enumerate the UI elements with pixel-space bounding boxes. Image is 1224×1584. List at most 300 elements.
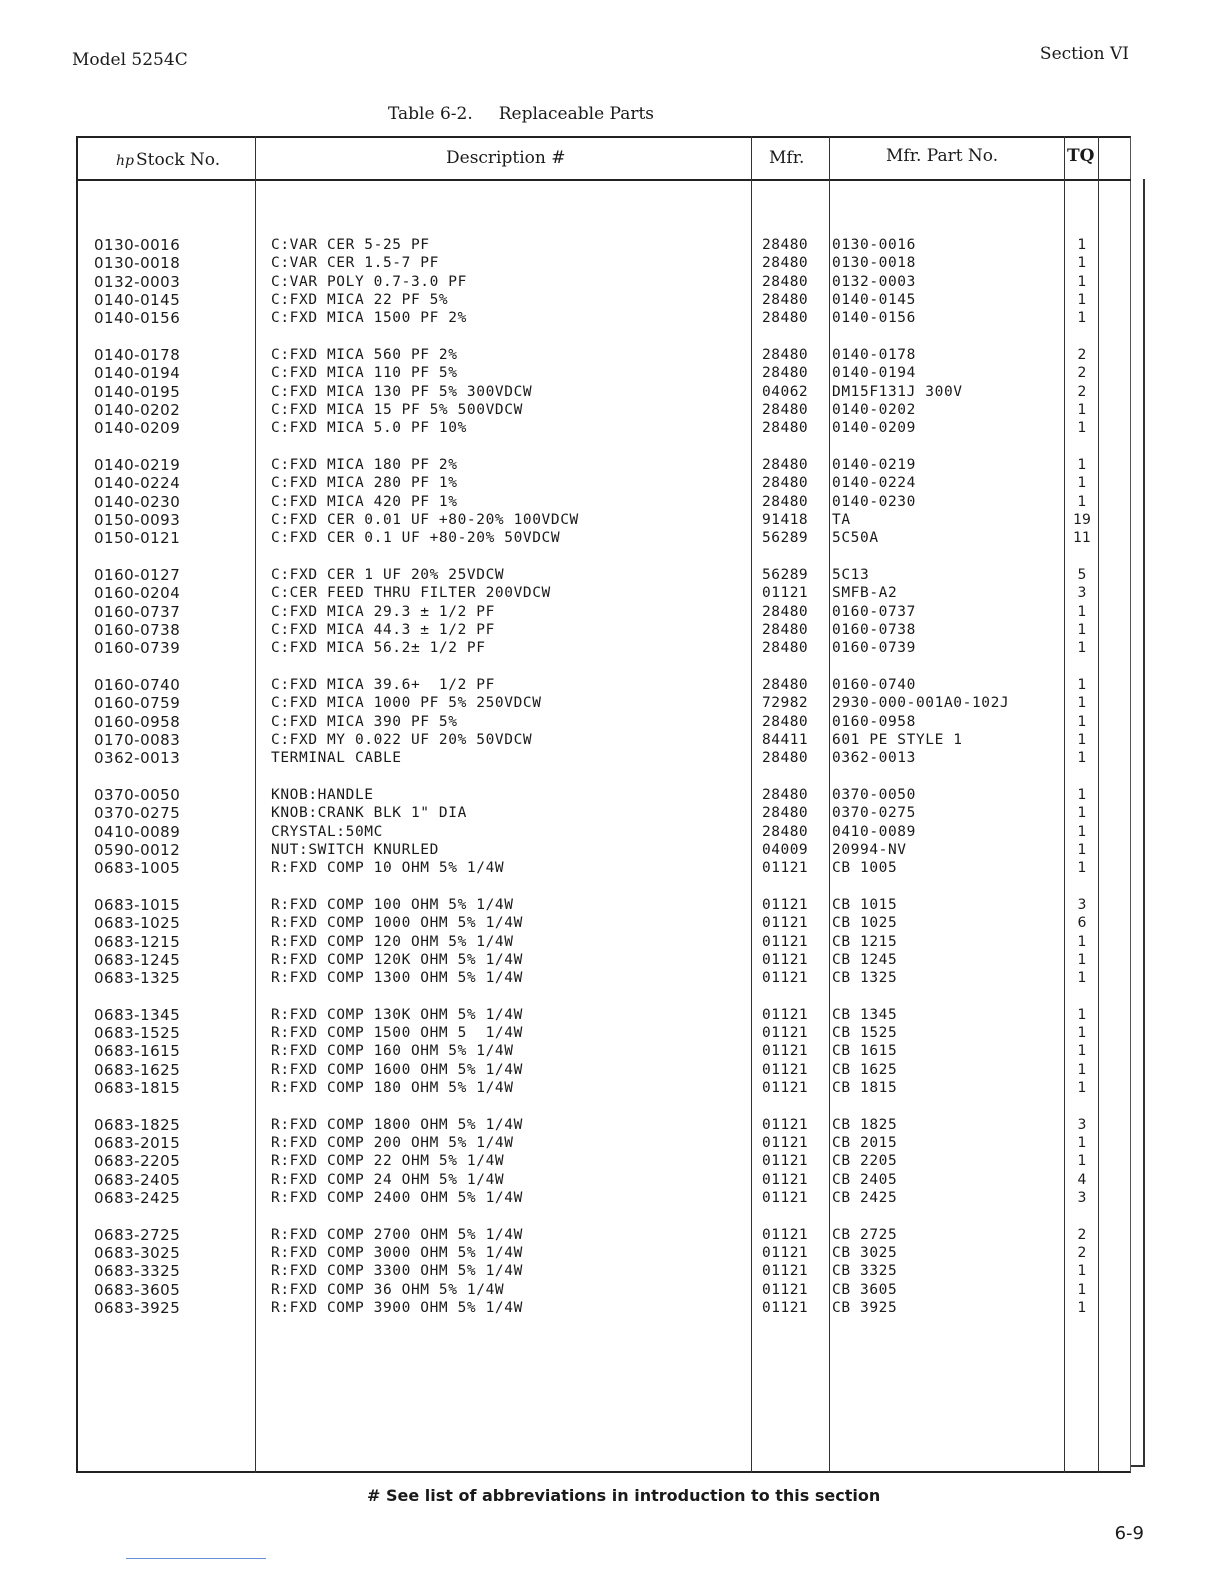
mfr-cell: 28480 [762, 640, 809, 657]
description-cell: C:FXD MICA 44.3 ± 1/2 PF [271, 621, 495, 638]
mfr-part-cell: CB 1005 [832, 860, 898, 877]
tq-cell: 1 [1077, 786, 1087, 803]
stock-number-cell: 0140-0202 [94, 400, 181, 419]
mfr-part-cell: 5C50A [832, 530, 879, 547]
mfr-part-cell: 2930-000-001A0-102J [832, 695, 1010, 712]
description-cell: TERMINAL CABLE [271, 750, 402, 767]
table-row [0, 364, 1224, 382]
mfr-cell: 28480 [762, 456, 809, 473]
mfr-part-cell: CB 1525 [832, 1025, 898, 1042]
mfr-cell: 28480 [762, 237, 809, 253]
tq-cell: 1 [1077, 731, 1087, 748]
mfr-part-cell: 20994-NV [832, 841, 907, 858]
mfr-part-cell: CB 1015 [832, 896, 898, 913]
table-number: Table 6-2. [388, 104, 473, 124]
header-divider [76, 179, 1131, 181]
description-cell: R:FXD COMP 120 OHM 5% 1/4W [271, 933, 514, 950]
tq-cell: 6 [1077, 915, 1087, 932]
mfr-part-cell: 0130-0016 [832, 237, 916, 253]
stock-number-cell: 0170-0083 [94, 730, 181, 749]
table-row [0, 1079, 1224, 1097]
description-cell: R:FXD COMP 180 OHM 5% 1/4W [271, 1080, 514, 1097]
row-group [0, 1006, 1224, 1097]
col-header-tq: TQ [1067, 146, 1095, 166]
tq-cell: 1 [1077, 933, 1087, 950]
tq-cell: 1 [1077, 676, 1087, 693]
stock-number-cell: 0160-0958 [94, 712, 181, 731]
footnote: # See list of abbreviations in introduction to this section [367, 1486, 881, 1505]
mfr-part-cell: CB 3925 [832, 1300, 898, 1317]
mfr-part-cell: CB 1345 [832, 1006, 898, 1023]
stock-number-cell: 0160-0740 [94, 675, 181, 694]
row-group [0, 786, 1224, 877]
stock-number-cell: 0683-2015 [94, 1134, 181, 1153]
row-group [0, 236, 1224, 327]
table-row [0, 1061, 1224, 1079]
table-row [0, 1226, 1224, 1244]
tq-cell: 1 [1077, 1061, 1087, 1078]
stock-number-cell: 0683-1345 [94, 1005, 181, 1024]
description-cell: C:VAR CER 5-25 PF [271, 237, 430, 253]
mfr-cell: 28480 [762, 273, 809, 290]
table-row [0, 1189, 1224, 1207]
mfr-part-cell: CB 1025 [832, 915, 898, 932]
table-row [0, 1171, 1224, 1189]
description-cell: C:FXD MICA 5.0 PF 10% [271, 420, 467, 437]
mfr-part-cell: 0410-0089 [832, 823, 916, 840]
mfr-part-cell: 5C13 [832, 566, 870, 583]
table-row [0, 401, 1224, 419]
mfr-part-cell: CB 1325 [832, 970, 898, 987]
mfr-part-cell: TA [832, 511, 851, 528]
stock-number-cell: 0683-1215 [94, 932, 181, 951]
table-row [0, 969, 1224, 987]
mfr-cell: 56289 [762, 530, 809, 547]
tq-cell: 2 [1077, 365, 1087, 382]
tq-cell: 1 [1077, 951, 1087, 968]
mfr-part-cell: CB 1615 [832, 1043, 898, 1060]
stock-number-cell: 0683-2405 [94, 1170, 181, 1189]
stock-number-cell: 0140-0156 [94, 309, 181, 328]
mfr-cell: 28480 [762, 475, 809, 492]
mfr-cell: 01121 [762, 1281, 809, 1298]
tq-cell: 1 [1077, 860, 1087, 877]
table-row [0, 1299, 1224, 1317]
col-header-stock: hp Stock No. [116, 150, 221, 170]
mfr-part-cell: 0362-0013 [832, 750, 916, 767]
mfr-part-cell: 0140-0224 [832, 475, 916, 492]
description-cell: R:FXD COMP 1500 OHM 5 1/4W [271, 1025, 523, 1042]
tq-cell: 1 [1077, 621, 1087, 638]
col-header-mfr: Mfr. [769, 148, 805, 168]
tq-cell: 1 [1077, 823, 1087, 840]
tq-cell: 19 [1073, 511, 1091, 528]
description-cell: R:FXD COMP 1800 OHM 5% 1/4W [271, 1116, 523, 1133]
mfr-part-cell: CB 2205 [832, 1153, 898, 1170]
mfr-cell: 01121 [762, 585, 809, 602]
mfr-part-cell: 0140-0178 [832, 346, 916, 363]
mfr-cell: 28480 [762, 365, 809, 382]
description-cell: C:FXD MICA 110 PF 5% [271, 365, 458, 382]
mfr-part-cell: CB 3605 [832, 1281, 898, 1298]
description-cell: R:FXD COMP 120K OHM 5% 1/4W [271, 951, 523, 968]
description-cell: C:VAR POLY 0.7-3.0 PF [271, 273, 467, 290]
stock-number-cell: 0160-0127 [94, 565, 181, 584]
description-cell: R:FXD COMP 3000 OHM 5% 1/4W [271, 1245, 523, 1262]
stock-number-cell: 0683-3325 [94, 1262, 181, 1281]
table-row [0, 914, 1224, 932]
mfr-cell: 01121 [762, 896, 809, 913]
mfr-part-cell: 0160-0738 [832, 621, 916, 638]
tq-cell: 1 [1077, 1153, 1087, 1170]
mfr-part-cell: 601 PE STYLE 1 [832, 731, 963, 748]
mfr-cell: 01121 [762, 1226, 809, 1243]
row-group [0, 676, 1224, 767]
mfr-part-cell: 0160-0958 [832, 713, 916, 730]
mfr-part-cell: 0160-0737 [832, 603, 916, 620]
table-row [0, 566, 1224, 584]
table-row [0, 236, 1224, 254]
table-row [0, 804, 1224, 822]
table-row [0, 841, 1224, 859]
stock-number-cell: 0683-1825 [94, 1115, 181, 1134]
description-cell: R:FXD COMP 2400 OHM 5% 1/4W [271, 1190, 523, 1207]
mfr-part-cell: CB 3025 [832, 1245, 898, 1262]
mfr-part-cell: 0140-0145 [832, 291, 916, 308]
description-cell: C:FXD MICA 1000 PF 5% 250VDCW [271, 695, 542, 712]
mfr-cell: 01121 [762, 1245, 809, 1262]
table-row [0, 1244, 1224, 1262]
table-row [0, 639, 1224, 657]
tq-cell: 1 [1077, 475, 1087, 492]
stock-number-cell: 0150-0093 [94, 510, 181, 529]
mfr-part-cell: CB 1815 [832, 1080, 898, 1097]
mfr-cell: 01121 [762, 1080, 809, 1097]
mfr-cell: 84411 [762, 731, 809, 748]
section-label: Section VI [1039, 44, 1129, 64]
tq-cell: 2 [1077, 1245, 1087, 1262]
parts-table-body [0, 236, 1224, 1336]
description-cell: C:FXD MICA 390 PF 5% [271, 713, 458, 730]
stock-number-cell: 0370-0050 [94, 785, 181, 804]
table-row [0, 584, 1224, 602]
mfr-cell: 01121 [762, 933, 809, 950]
table-row [0, 456, 1224, 474]
stock-number-cell: 0683-3605 [94, 1280, 181, 1299]
tq-cell: 2 [1077, 383, 1087, 400]
row-group [0, 566, 1224, 657]
stock-number-cell: 0683-2425 [94, 1189, 181, 1208]
mfr-part-cell: 0140-0219 [832, 456, 916, 473]
mfr-cell: 28480 [762, 401, 809, 418]
table-row [0, 419, 1224, 437]
row-group [0, 1226, 1224, 1317]
mfr-part-cell: CB 1625 [832, 1061, 898, 1078]
description-cell: R:FXD COMP 130K OHM 5% 1/4W [271, 1006, 523, 1023]
stock-number-cell: 0683-1625 [94, 1060, 181, 1079]
table-row [0, 254, 1224, 272]
description-cell: C:FXD MICA 15 PF 5% 500VDCW [271, 401, 523, 418]
mfr-cell: 01121 [762, 1116, 809, 1133]
description-cell: C:FXD MICA 560 PF 2% [271, 346, 458, 363]
description-cell: C:FXD CER 0.01 UF +80-20% 100VDCW [271, 511, 579, 528]
mfr-part-cell: 0160-0740 [832, 676, 916, 693]
table-row [0, 823, 1224, 841]
table-row [0, 493, 1224, 511]
description-cell: NUT:SWITCH KNURLED [271, 841, 439, 858]
description-cell: R:FXD COMP 3900 OHM 5% 1/4W [271, 1300, 523, 1317]
mfr-part-cell: 0132-0003 [832, 273, 916, 290]
tq-cell: 3 [1077, 585, 1087, 602]
row-group [0, 1116, 1224, 1207]
mfr-cell: 28480 [762, 493, 809, 510]
mfr-part-cell: CB 2405 [832, 1171, 898, 1188]
stock-number-cell: 0160-0759 [94, 694, 181, 713]
stock-number-cell: 0683-1525 [94, 1024, 181, 1043]
mfr-part-cell: CB 1825 [832, 1116, 898, 1133]
stock-number-cell: 0410-0089 [94, 822, 181, 841]
table-row [0, 383, 1224, 401]
description-cell: R:FXD COMP 2700 OHM 5% 1/4W [271, 1226, 523, 1243]
stock-number-cell: 0590-0012 [94, 840, 181, 859]
tq-cell: 1 [1077, 255, 1087, 272]
mfr-cell: 28480 [762, 786, 809, 803]
description-cell: R:FXD COMP 100 OHM 5% 1/4W [271, 896, 514, 913]
mfr-cell: 01121 [762, 1190, 809, 1207]
mfr-part-cell: CB 2725 [832, 1226, 898, 1243]
mfr-cell: 01121 [762, 1300, 809, 1317]
tq-cell: 3 [1077, 1116, 1087, 1133]
mfr-cell: 28480 [762, 603, 809, 620]
mfr-part-cell: CB 2015 [832, 1135, 898, 1152]
tq-cell: 1 [1077, 420, 1087, 437]
stock-number-cell: 0683-3025 [94, 1244, 181, 1263]
table-row [0, 291, 1224, 309]
tq-cell: 1 [1077, 456, 1087, 473]
table-row [0, 1262, 1224, 1280]
stock-number-cell: 0150-0121 [94, 529, 181, 548]
mfr-part-cell: 0370-0050 [832, 786, 916, 803]
mfr-part-cell: 0370-0275 [832, 805, 916, 822]
mfr-part-cell: 0140-0230 [832, 493, 916, 510]
table-row [0, 1134, 1224, 1152]
mfr-cell: 28480 [762, 255, 809, 272]
tq-cell: 1 [1077, 273, 1087, 290]
stock-number-cell: 0140-0224 [94, 474, 181, 493]
description-cell: R:FXD COMP 1300 OHM 5% 1/4W [271, 970, 523, 987]
mfr-cell: 01121 [762, 915, 809, 932]
stock-number-cell: 0140-0209 [94, 419, 181, 438]
col-header-part: Mfr. Part No. [886, 146, 999, 166]
description-cell: KNOB:CRANK BLK 1" DIA [271, 805, 467, 822]
stock-number-cell: 0683-1815 [94, 1079, 181, 1098]
tq-cell: 1 [1077, 805, 1087, 822]
description-cell: C:FXD CER 0.1 UF +80-20% 50VDCW [271, 530, 561, 547]
table-row [0, 713, 1224, 731]
tq-cell: 1 [1077, 1300, 1087, 1317]
stock-number-cell: 0683-3925 [94, 1299, 181, 1318]
mfr-cell: 01121 [762, 1025, 809, 1042]
mfr-cell: 28480 [762, 713, 809, 730]
mfr-part-cell: 0140-0156 [832, 310, 916, 327]
stock-number-cell: 0683-1615 [94, 1042, 181, 1061]
mfr-cell: 28480 [762, 346, 809, 363]
stock-number-cell: 0683-2205 [94, 1152, 181, 1171]
table-row [0, 603, 1224, 621]
tq-cell: 1 [1077, 841, 1087, 858]
description-cell: R:FXD COMP 36 OHM 5% 1/4W [271, 1281, 505, 1298]
table-row [0, 1281, 1224, 1299]
tq-cell: 1 [1077, 640, 1087, 657]
mfr-part-cell: 0130-0018 [832, 255, 916, 272]
mfr-cell: 01121 [762, 1263, 809, 1280]
mfr-cell: 01121 [762, 1135, 809, 1152]
tq-cell: 1 [1077, 695, 1087, 712]
mfr-cell: 28480 [762, 750, 809, 767]
table-row [0, 676, 1224, 694]
description-cell: C:FXD MICA 420 PF 1% [271, 493, 458, 510]
tq-cell: 4 [1077, 1171, 1087, 1188]
tq-cell: 1 [1077, 1025, 1087, 1042]
stock-number-cell: 0160-0204 [94, 584, 181, 603]
stock-number-cell: 0140-0195 [94, 382, 181, 401]
scan-mark [126, 1558, 266, 1559]
description-cell: C:FXD MICA 130 PF 5% 300VDCW [271, 383, 533, 400]
mfr-cell: 01121 [762, 1061, 809, 1078]
tq-cell: 5 [1077, 566, 1087, 583]
mfr-part-cell: CB 1245 [832, 951, 898, 968]
stock-number-cell: 0140-0219 [94, 455, 181, 474]
stock-number-cell: 0683-2725 [94, 1225, 181, 1244]
mfr-cell: 01121 [762, 951, 809, 968]
description-cell: C:CER FEED THRU FILTER 200VDCW [271, 585, 551, 602]
tq-cell: 1 [1077, 1080, 1087, 1097]
description-cell: R:FXD COMP 1600 OHM 5% 1/4W [271, 1061, 523, 1078]
table-row [0, 621, 1224, 639]
table-row [0, 786, 1224, 804]
row-group [0, 346, 1224, 437]
tq-cell: 1 [1077, 291, 1087, 308]
tq-cell: 1 [1077, 310, 1087, 327]
model-label: Model 5254C [72, 50, 188, 70]
mfr-cell: 01121 [762, 860, 809, 877]
tq-cell: 1 [1077, 603, 1087, 620]
table-row [0, 529, 1224, 547]
table-row [0, 1116, 1224, 1134]
description-cell: C:FXD MICA 1500 PF 2% [271, 310, 467, 327]
table-name: Replaceable Parts [498, 104, 655, 124]
description-cell: C:FXD MICA 56.2± 1/2 PF [271, 640, 486, 657]
mfr-part-cell: DM15F131J 300V [832, 383, 963, 400]
tq-cell: 1 [1077, 1281, 1087, 1298]
description-cell: R:FXD COMP 3300 OHM 5% 1/4W [271, 1263, 523, 1280]
stock-number-cell: 0140-0194 [94, 364, 181, 383]
col-header-description: Description # [446, 148, 566, 168]
table-row [0, 1042, 1224, 1060]
stock-number-cell: 0140-0230 [94, 492, 181, 511]
mfr-cell: 28480 [762, 805, 809, 822]
row-group [0, 896, 1224, 987]
mfr-cell: 04062 [762, 383, 809, 400]
mfr-part-cell: CB 3325 [832, 1263, 898, 1280]
mfr-cell: 91418 [762, 511, 809, 528]
row-group [0, 456, 1224, 547]
tq-cell: 3 [1077, 1190, 1087, 1207]
tq-cell: 1 [1077, 1006, 1087, 1023]
stock-number-cell: 0370-0275 [94, 804, 181, 823]
page-number: 6-9 [1114, 1523, 1144, 1544]
stock-number-cell: 0683-1325 [94, 969, 181, 988]
table-title [388, 104, 654, 124]
description-cell: R:FXD COMP 24 OHM 5% 1/4W [271, 1171, 505, 1188]
stock-number-cell: 0683-1005 [94, 859, 181, 878]
table-row [0, 474, 1224, 492]
mfr-cell: 04009 [762, 841, 809, 858]
stock-number-cell: 0140-0178 [94, 345, 181, 364]
stock-number-cell: 0362-0013 [94, 749, 181, 768]
description-cell: C:FXD MICA 180 PF 2% [271, 456, 458, 473]
tq-cell: 3 [1077, 896, 1087, 913]
tq-cell: 1 [1077, 970, 1087, 987]
tq-cell: 1 [1077, 750, 1087, 767]
description-cell: C:FXD MICA 280 PF 1% [271, 475, 458, 492]
mfr-part-cell: 0140-0194 [832, 365, 916, 382]
description-cell: R:FXD COMP 160 OHM 5% 1/4W [271, 1043, 514, 1060]
description-cell: CRYSTAL:50MC [271, 823, 383, 840]
tq-cell: 1 [1077, 1263, 1087, 1280]
mfr-cell: 01121 [762, 1006, 809, 1023]
description-cell: C:VAR CER 1.5-7 PF [271, 255, 439, 272]
stock-number-cell: 0130-0016 [94, 236, 181, 254]
mfr-cell: 28480 [762, 420, 809, 437]
mfr-cell: 28480 [762, 676, 809, 693]
table-row [0, 951, 1224, 969]
table-row [0, 1006, 1224, 1024]
stock-number-cell: 0683-1025 [94, 914, 181, 933]
description-cell: R:FXD COMP 10 OHM 5% 1/4W [271, 860, 505, 877]
table-row [0, 1024, 1224, 1042]
mfr-cell: 01121 [762, 970, 809, 987]
mfr-cell: 28480 [762, 291, 809, 308]
mfr-cell: 01121 [762, 1043, 809, 1060]
description-cell: R:FXD COMP 22 OHM 5% 1/4W [271, 1153, 505, 1170]
stock-number-cell: 0683-1015 [94, 895, 181, 914]
stock-number-cell: 0130-0018 [94, 254, 181, 273]
table-row [0, 731, 1224, 749]
mfr-cell: 72982 [762, 695, 809, 712]
mfr-part-cell: CB 2425 [832, 1190, 898, 1207]
mfr-part-cell: CB 1215 [832, 933, 898, 950]
table-row [0, 749, 1224, 767]
table-row [0, 309, 1224, 327]
tq-cell: 1 [1077, 237, 1087, 253]
description-cell: C:FXD MICA 22 PF 5% [271, 291, 449, 308]
description-cell: C:FXD MY 0.022 UF 20% 50VDCW [271, 731, 533, 748]
table-row [0, 896, 1224, 914]
description-cell: KNOB:HANDLE [271, 786, 374, 803]
tq-cell: 1 [1077, 493, 1087, 510]
tq-cell: 1 [1077, 401, 1087, 418]
description-cell: R:FXD COMP 200 OHM 5% 1/4W [271, 1135, 514, 1152]
mfr-cell: 01121 [762, 1153, 809, 1170]
table-row [0, 511, 1224, 529]
stock-number-cell: 0160-0737 [94, 602, 181, 621]
stock-number-cell: 0132-0003 [94, 272, 181, 291]
table-row [0, 273, 1224, 291]
tq-cell: 2 [1077, 1226, 1087, 1243]
table-row [0, 694, 1224, 712]
stock-number-cell: 0140-0145 [94, 290, 181, 309]
